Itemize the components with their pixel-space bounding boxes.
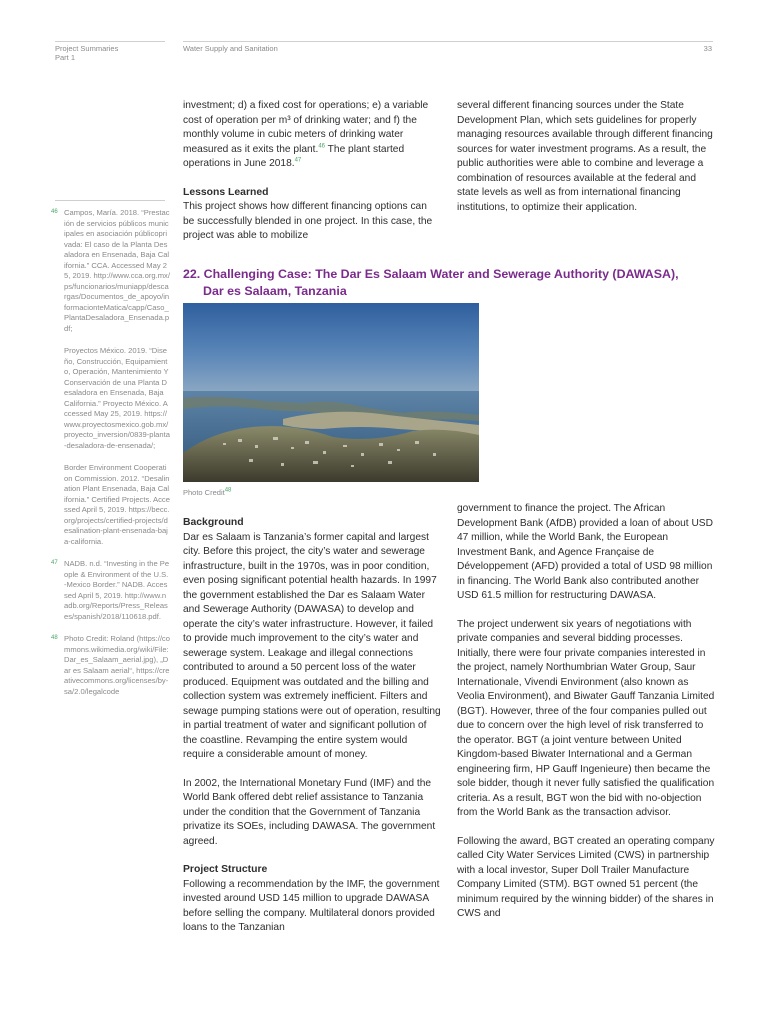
header-rule-main <box>183 41 713 42</box>
paragraph: several different financing sources under the State Development Plan, which sets guidelines for properly managing resources available through different financing sources for water investment programs. As a result, the public authorities were able to combine and leverage a combination of resources available at the federal and state levels as well as from international financing institutions, to optimize their application. <box>457 100 713 213</box>
footnote <box>51 634 170 697</box>
footnote-number: 47 <box>51 560 58 566</box>
paragraph: In 2002, the International Monetary Fund (IMF) and the World Bank offered debt relief assistance to Tanzania under the condition that the Government of Tanzania privatize its SOEs, including DAWASA. The government agreed. <box>183 777 436 847</box>
header-left-line2: Part 1 <box>55 53 76 62</box>
footnote <box>51 559 170 622</box>
footnote-text: Campos, María. 2018. “Prestación de servicios públicos municipales en asociación públicoprivada: El caso de la Planta Desaladora en Ensenada, Baja California.” CCA. Accessed May 25, 2019. http://www.cca.org.mx/ps/funcionarios/muniapp/descargas/Documentos_de_apoyo/informacionteMatica/capp/Caso_PlantaDesaladora_Ensenada.pdf; <box>64 208 170 333</box>
top-column-right <box>457 99 715 215</box>
city-aerial-photo <box>183 303 479 482</box>
page-number: 33 <box>703 44 712 53</box>
section-heading-background: Background <box>183 517 244 528</box>
footnote-number: 48 <box>51 635 58 641</box>
paragraph: Following the award, BGT created an operating company called City Water Services Limited (CWS) in partnership with a local investor, Super Doll Trailer Manufacture Company Limited (STM). BGT owned 51 percent (the minimum required by the winning bidder) of the shares in CWS and <box>457 835 715 919</box>
footnote-ref[interactable]: 46 <box>318 143 326 150</box>
sidebar-footnotes <box>51 208 170 709</box>
header-rule-left <box>55 41 165 42</box>
bottom-column-left <box>183 516 441 936</box>
paragraph: government to finance the project. The African Development Bank (AfDB) provided a loan of about USD 47 million, while the World Bank, the European Investment Bank, and Agence Française de Développement (AFD) provided a total of USD 98 million in financing. The World Bank also contributed another USD 61.5 million for restructuring DAWASA. <box>457 503 713 601</box>
case-title-line2: Dar es Salaam, Tanzania <box>203 284 347 298</box>
paragraph: The project underwent six years of negotiations with private companies and several bidding processes. Initially, there were four private companies interested in the project, namely Northumbrian Water Group, Saur Internationale, Vivendi Environment (also known as Veolia Environment), and Biwater Gauff Tanzania Limited (BGT). However, three of the four companies pulled out due to concern over the high level of risk transferred to the operator. BGT (a joint venture between United Kingdom-based Biwater International and a German engineering firm, HP Gauff Ingenieure) then became the sole bidder, though it never fully satisfied the qualification criteria. As a result, BGT won the bid with no-objection from the World Bank as the transaction advisor. <box>457 618 715 818</box>
paragraph-text: The plant started operations in June 2018. <box>183 143 405 169</box>
bottom-column-right <box>457 502 715 922</box>
section-heading-lessons: Lessons Learned <box>183 186 269 198</box>
paragraph <box>183 99 441 172</box>
sidebar-rule <box>55 200 165 201</box>
paragraph: This project shows how different financing options can be successfully blended in one project. In this case, the project was able to mobilize <box>183 201 433 241</box>
top-column-left <box>183 99 441 244</box>
footnote <box>51 208 170 334</box>
case-title-line1: 22. Challenging Case: The Dar Es Salaam Water and Sewerage Authority (DAWASA), <box>183 267 679 281</box>
photo-caption <box>183 488 231 497</box>
footnote-text: Border Environment Cooperation Commission. 2012. “Desalination Plant Ensenada, Baja California.” Certified Projects. Accessed April 5, 2019. https://becc.org/projects/certified-projects/desalination-plant-ensenada-baja-california. <box>64 463 170 546</box>
section-heading-project-structure: Project Structure <box>183 864 268 875</box>
header-section-label <box>55 44 118 62</box>
aerial-photo-illustration <box>183 303 479 482</box>
header-chapter-title: Water Supply and Sanitation <box>183 44 278 53</box>
footnote-ref[interactable]: 47 <box>294 157 302 164</box>
footnote-number: 46 <box>51 209 58 215</box>
footnote-text: Proyectos México. 2019. “Diseño, Construcción, Equipamiento, Operación, Mantenimiento Y Conservación de una Planta Desaladora en Ensenada, Baja California.” Proyecto México. Accessed May 25, 2019. https://www.proyectosmexico.gob.mx/proyecto_inversion/0839-planta-desaladora-de-ensenada/; <box>64 346 170 450</box>
header-left-line1: Project Summaries <box>55 44 119 53</box>
footnote-text: NADB. n.d. “Investing in the People & Environment of the U.S.-Mexico Border.” NADB. Accessed April 5, 2019. http://www.nadb.org/Reports/Press_Releases/spanish/2018/110618.pdf. <box>64 559 170 621</box>
footnote <box>64 463 170 547</box>
photo-caption-text: Photo Credit <box>183 488 225 497</box>
footnote-ref[interactable]: 48 <box>224 487 232 494</box>
paragraph: Following a recommendation by the IMF, the government invested around USD 145 million to upgrade DAWASA before selling the company. Multilateral donors provided loans to the Tanzanian <box>183 878 440 933</box>
paragraph: Dar es Salaam is Tanzania’s former capital and largest city. Before this project, the city’s water and sewerage infrastructure, built in the 1970s, was in poor condition, even posing significant potential health hazards. In 1997 the government established the Dar es Salaam Water and Sewerage Authority (DAWASA) to develop and operate the city’s water infrastructure. However, it failed to provide much improvement to the city’s water and sewerage system. Leakage and illegal connections contributed to around a 50 percent loss of the water produced. Equipment was outdated and the billing and collection system was extremely inefficient. Filters and sewage pumping stations were out of operation, resulting in partial treatment of water and significant pollution of the coastline. Revamping the entire system would require a considerable amount of money. <box>183 531 441 760</box>
case-title <box>183 266 723 300</box>
paragraph-text: investment; d) a fixed cost for operations; e) a variable cost of operation per m³ of drinking water; and f) the monthly volume in cubic meters of drinking water measured as it exits the plant. <box>183 100 429 155</box>
footnote <box>64 346 170 451</box>
footnote-text: Photo Credit: Roland (https://commons.wikimedia.org/wiki/File:Dar_es_Salaam_aerial.jpg), „Dar es Salaam aerial“, https://creativecommons.org/licenses/by-sa/2.0/legalcode <box>64 634 170 696</box>
